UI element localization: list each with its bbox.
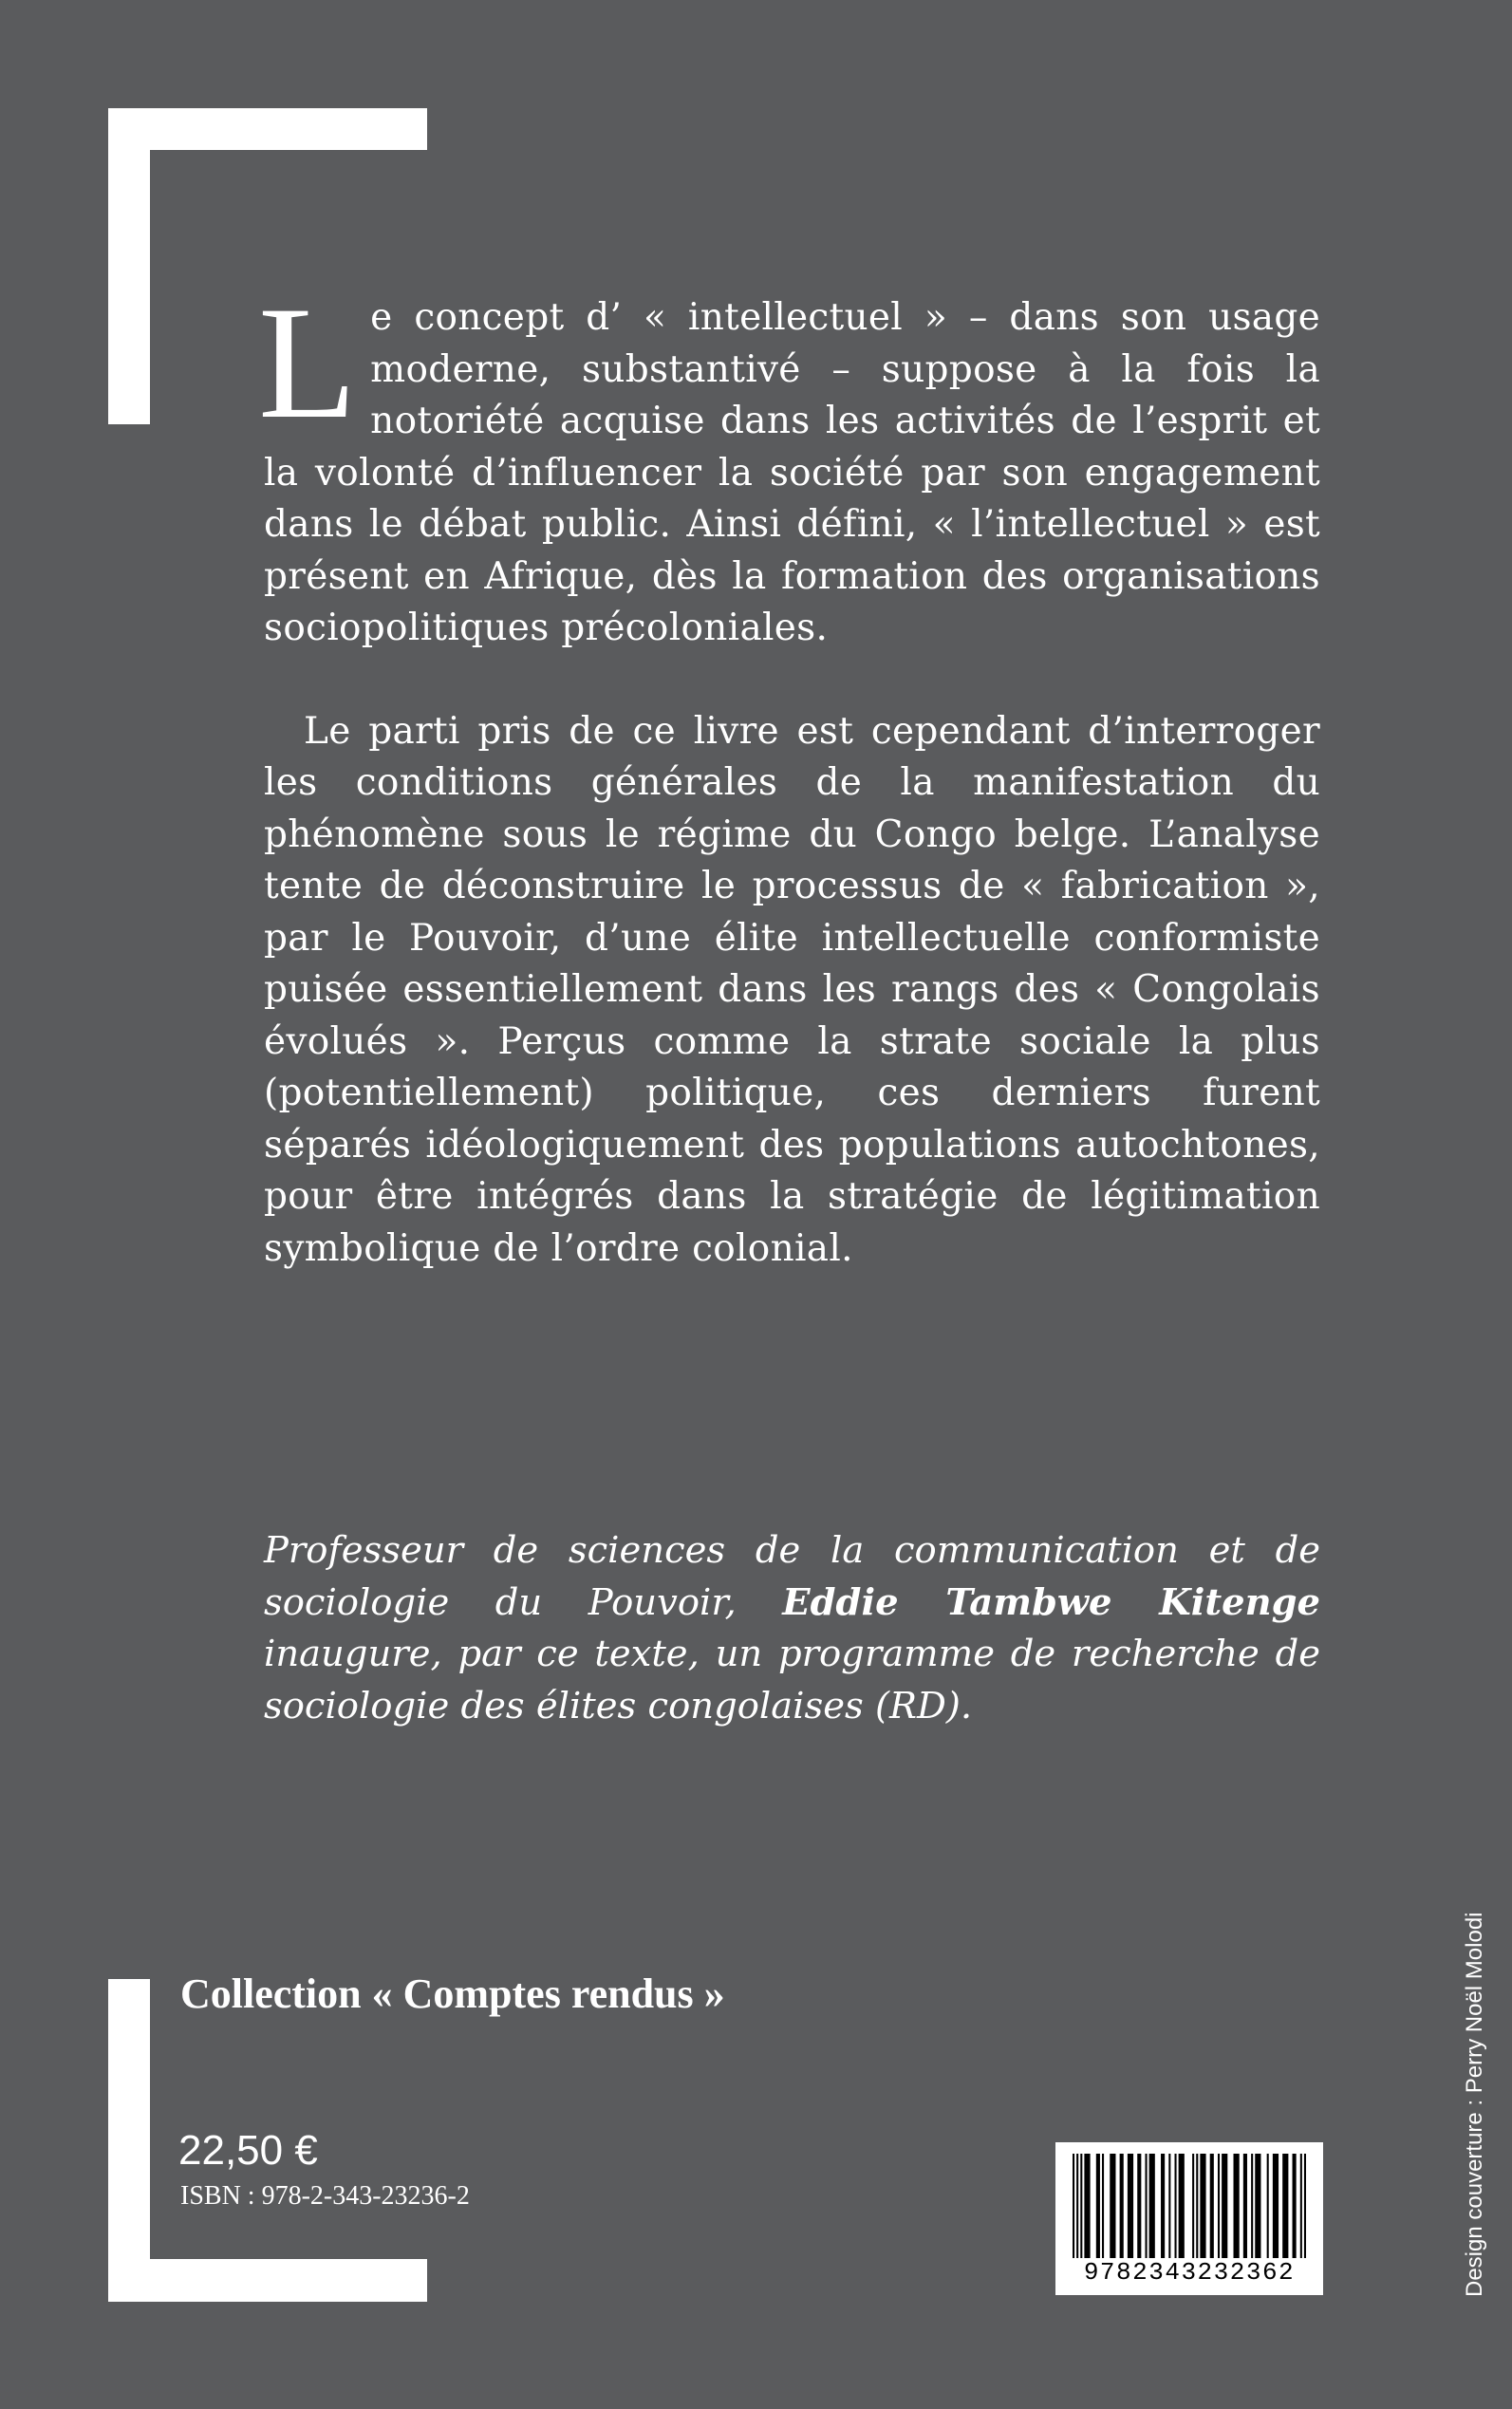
barcode-bar [1255,2154,1260,2258]
barcode-bar [1168,2154,1170,2258]
barcode-bar [1080,2154,1082,2258]
bottom-bracket-horizontal [108,2259,427,2302]
barcode-bar [1137,2154,1141,2258]
top-bracket-vertical [108,108,150,424]
barcode-bars [1071,2154,1308,2258]
design-credit: Design couverture : Perry Noël Molodi [1462,1912,1487,2297]
back-cover-blurb [258,273,1320,1275]
barcode-bar [1084,2154,1090,2258]
barcode-bar [1267,2154,1269,2258]
barcode-bar [1128,2154,1133,2258]
barcode-bar [1102,2154,1104,2258]
blurb-paragraph-2: Le parti pris de ce livre est cependant d’interroger les conditions générales de la manifestation du phénomène sous le régime du Congo belge. L’analyse tente de déconstruire le processus de « fabrication », par le Pouvoir, d’une élite intellectuelle conformiste puisée essentiellement dans les rangs des « Congolais évolués ». Perçus comme la strate sociale la plus (potentiellement) politique, ces derniers furent séparés idéologiquement des populations autochtones, pour être intégrés dans la stratégie de légitimation symbolique de l’ordre colonial. [264,709,1320,1270]
barcode [1055,2142,1323,2295]
bottom-bracket-vertical [108,1979,150,2302]
collection-title: Collection « Comptes rendus » [180,1970,725,2017]
author-bio-intro: Professeur de sciences de la communication et de sociologie du Pouvoir, [264,1529,1320,1624]
barcode-bar [1110,2154,1115,2258]
barcode-bar [1120,2154,1124,2258]
barcode-bar [1210,2154,1214,2258]
barcode-bar [1300,2154,1302,2258]
barcode-bar [1251,2154,1253,2258]
barcode-bar [1073,2154,1074,2258]
drop-cap: L [258,273,358,452]
barcode-bar [1076,2154,1078,2258]
barcode-digits: 9782343232362 [1083,2258,1296,2287]
barcode-bar [1096,2154,1100,2258]
author-bio-outro: inaugure, par ce texte, un programme de recherche de sociologie des élites congolaises (RD). [264,1633,1320,1727]
barcode-bar [1145,2154,1147,2258]
barcode-bar [1192,2154,1194,2258]
blurb-paragraph-1 [258,273,1320,655]
price: 22,50 € [178,2127,318,2174]
barcode-bar [1243,2154,1247,2258]
barcode-bar [1282,2154,1288,2258]
barcode-bar [1222,2154,1227,2258]
barcode-bar [1273,2154,1279,2258]
barcode-bar [1218,2154,1220,2258]
barcode-bar [1161,2154,1165,2258]
barcode-bar [1293,2154,1297,2258]
barcode-bar [1234,2154,1240,2258]
barcode-bar [1196,2154,1198,2258]
barcode-bar [1179,2154,1185,2258]
barcode-bar [1149,2154,1155,2258]
author-bio [264,1525,1320,1732]
blurb-paragraph-1-text: e concept d’ « intellectuel » – dans son usage moderne, substantivé – suppose à la fois la notoriété acquise dans les activités de l’esprit et la volonté d’influencer la société par son engagement dans le débat public. Ainsi défini, « l’intellectuel » est présent en Afrique, dès la formation des organisations sociopolitiques précoloniales. [264,296,1320,649]
top-bracket-horizontal [108,108,427,150]
barcode-bar [1200,2154,1205,2258]
author-name: Eddie Tambwe Kitenge [782,1580,1321,1624]
barcode-bar [1175,2154,1177,2258]
isbn: ISBN : 978-2-343-23236-2 [180,2181,470,2211]
barcode-bar [1304,2154,1306,2258]
